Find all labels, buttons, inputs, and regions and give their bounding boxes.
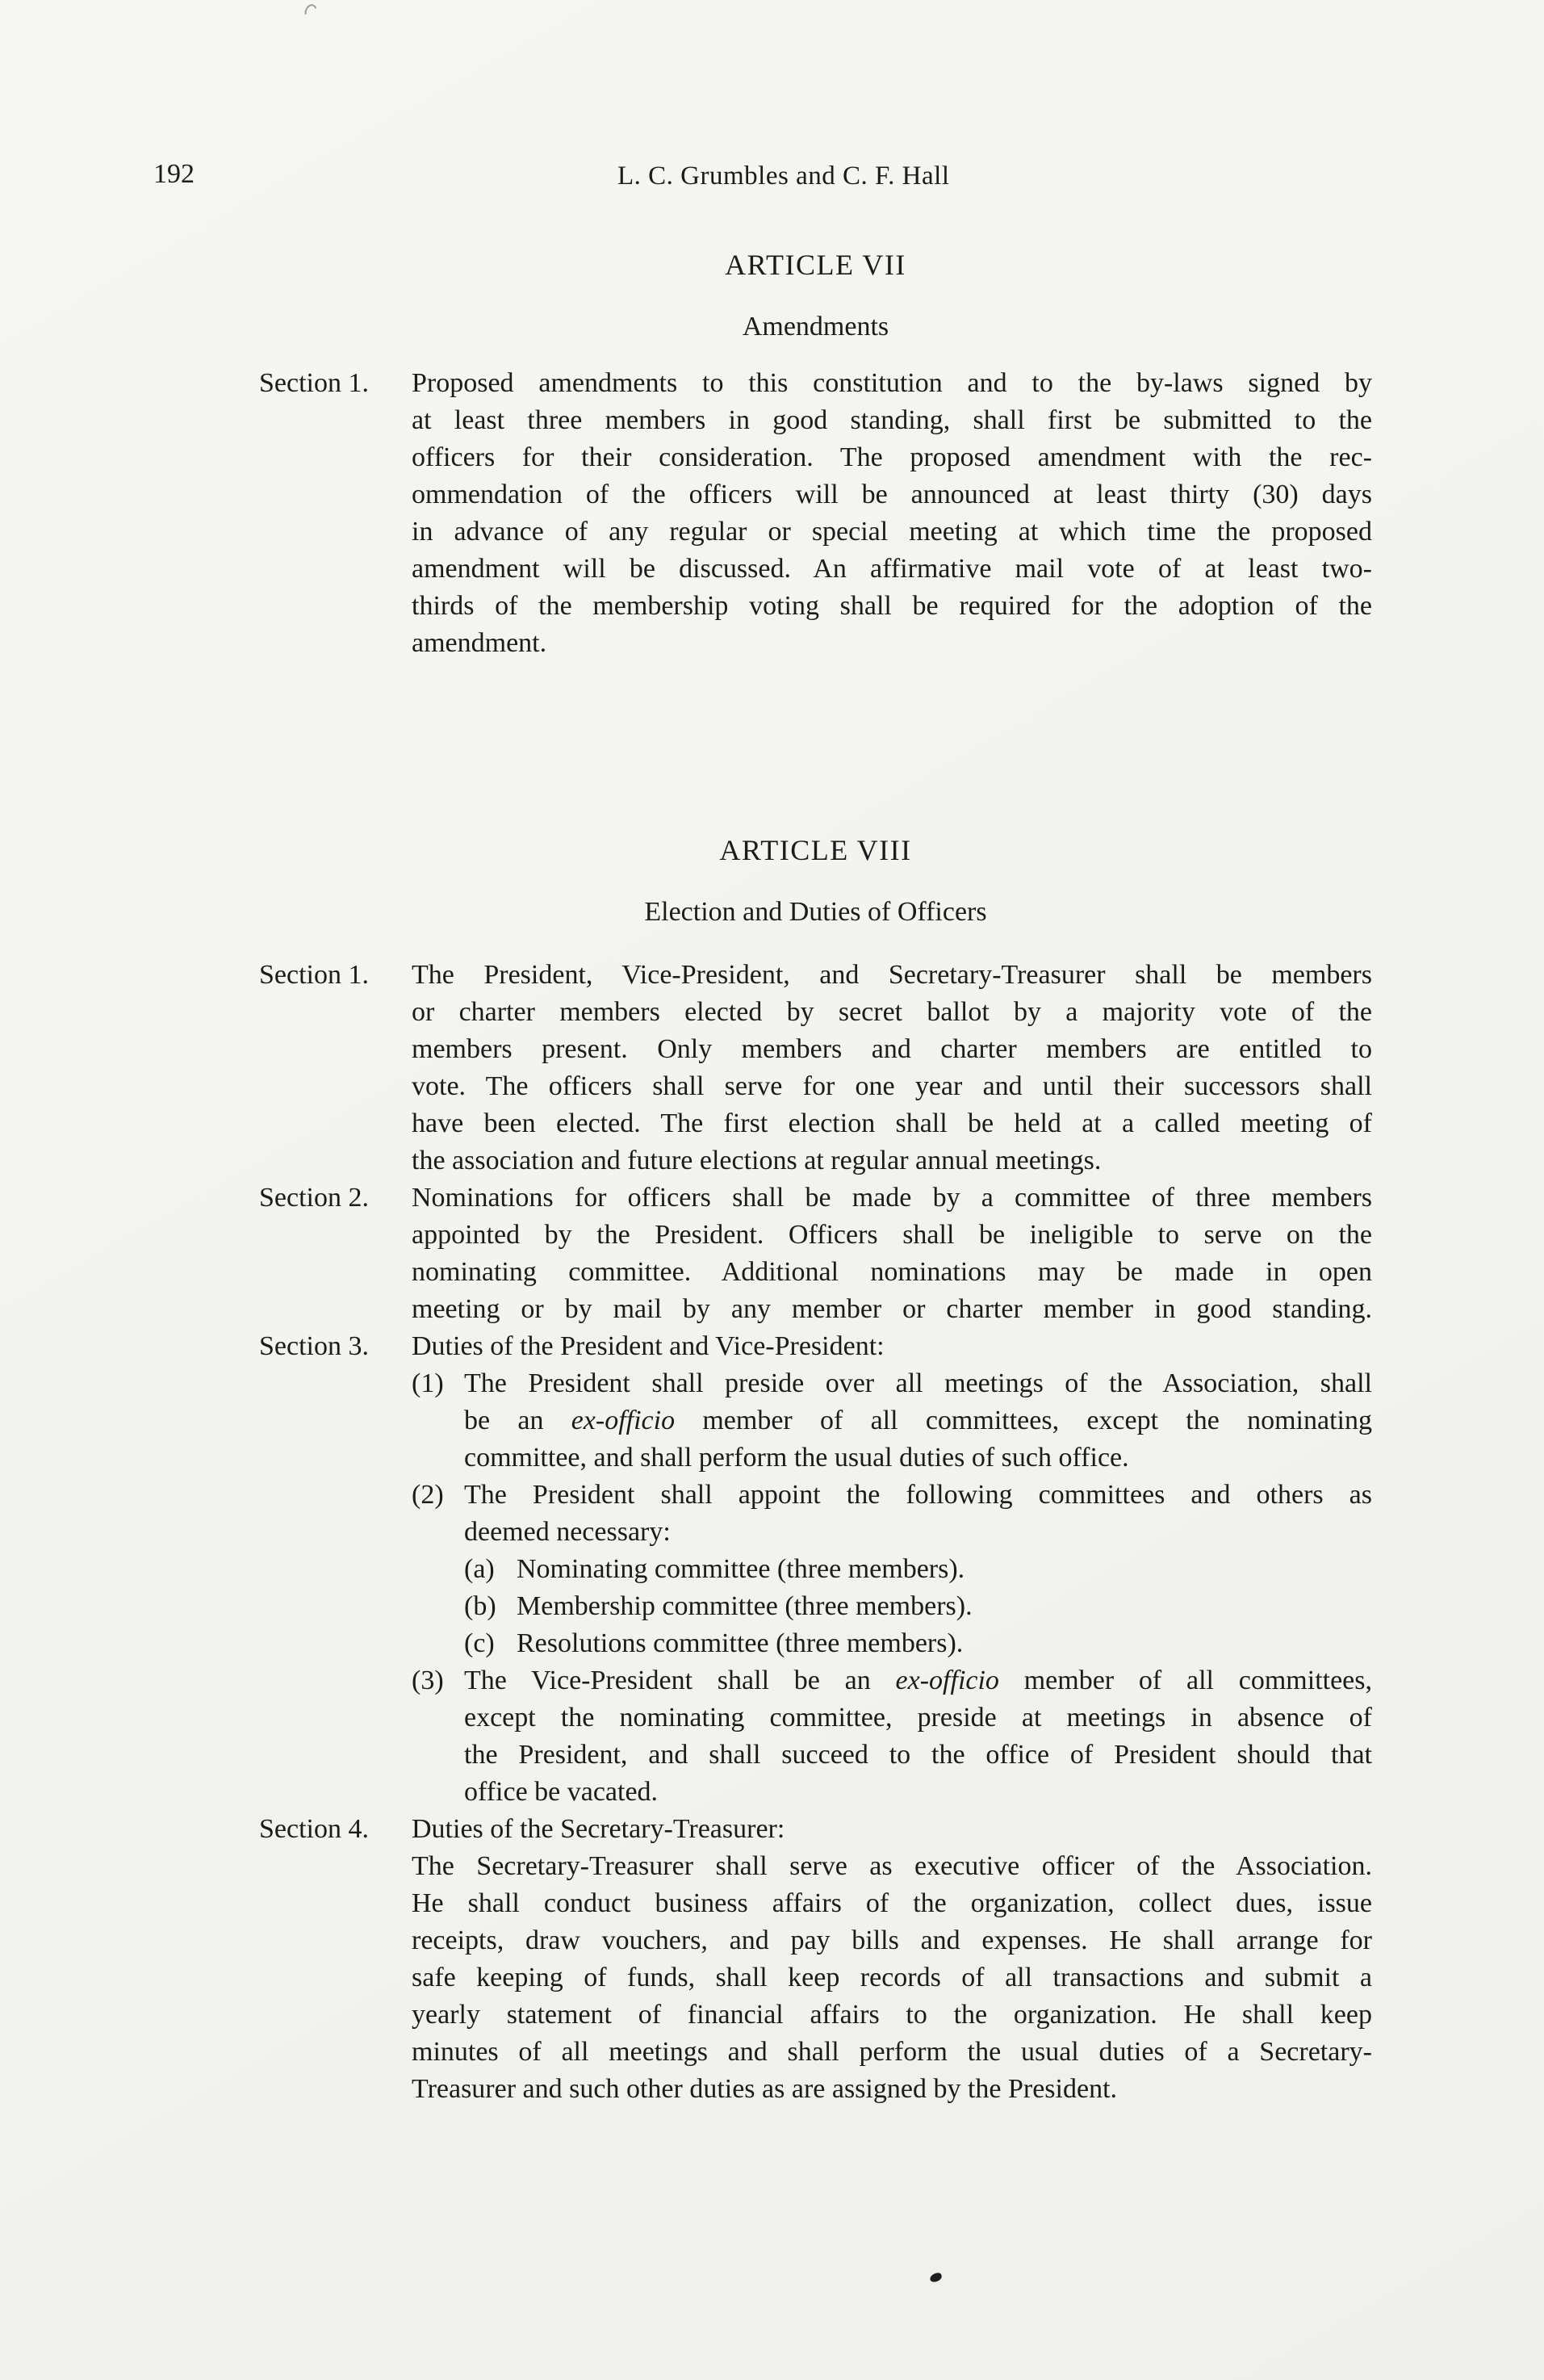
text-line: be an ex-officio member of all committees, except the nominating: [464, 1406, 1372, 1435]
text-line: The Secretary-Treasurer shall serve as executive officer of the Association.: [412, 1851, 1372, 1881]
section-label: Section 2.: [259, 1183, 369, 1213]
item-text: Resolutions committee (three members).: [517, 1628, 964, 1658]
text-line: officers for their consideration. The proposed amendment with the rec-: [412, 442, 1372, 472]
text-line: except the nominating committee, preside at meetings in absence of: [464, 1703, 1372, 1733]
section-row: [259, 1811, 1372, 2108]
article-viii-sections: [259, 957, 1372, 2108]
numbered-item: [412, 1477, 1372, 1551]
section-row: [259, 1328, 1372, 1811]
item-text: [464, 1662, 1372, 1811]
section-heading: Duties of the Secretary-Treasurer:: [412, 1814, 785, 1844]
item-text: Nominating committee (three members).: [517, 1554, 965, 1584]
text-line: The President shall appoint the following committees and others as: [464, 1480, 1372, 1510]
text-line: minutes of all meetings and shall perform the usual duties of a Secretary-: [412, 2037, 1372, 2067]
section-label: Section 1.: [259, 368, 369, 398]
text-line: The Vice-President shall be an ex-officio member of all committees,: [464, 1666, 1372, 1695]
section-heading: Duties of the President and Vice-President:: [412, 1331, 885, 1361]
item-marker: (a): [464, 1554, 495, 1584]
article-viii: [259, 833, 1372, 2108]
section-label: Section 1.: [259, 960, 369, 990]
text-line: at least three members in good standing, shall first be submitted to the: [412, 405, 1372, 435]
text-line: in advance of any regular or special meeting at which time the proposed: [412, 517, 1372, 547]
section-body: [412, 1328, 1372, 1811]
text-line: He shall conduct business affairs of the organization, collect dues, issue: [412, 1888, 1372, 1918]
section-row: [259, 365, 1372, 662]
section-body: [412, 1180, 1372, 1328]
text-line: thirds of the membership voting shall be required for the adoption of the: [412, 591, 1372, 621]
article-vii-sections: [259, 365, 1372, 662]
section-label: Section 3.: [259, 1331, 369, 1361]
text-line: vote. The officers shall serve for one year and until their successors shall: [412, 1071, 1372, 1101]
text-line: The President, Vice-President, and Secretary-Treasurer shall be members: [412, 960, 1372, 990]
article-vii-subtitle: Amendments: [742, 312, 889, 341]
section-body: [412, 1811, 1372, 2108]
item-text: Membership committee (three members).: [517, 1591, 973, 1621]
item-marker: (3): [412, 1666, 444, 1695]
article-viii-title: ARTICLE VIII: [719, 834, 912, 866]
text-line: ommendation of the officers will be announced at least thirty (30) days: [412, 480, 1372, 509]
text-line: the association and future elections at regular annual meetings.: [412, 1146, 1102, 1175]
item-marker: (2): [412, 1480, 444, 1510]
text-line: Proposed amendments to this constitution and to the by-laws signed by: [412, 368, 1372, 398]
text-line: safe keeping of funds, shall keep records of all transactions and submit a: [412, 1963, 1372, 1992]
text-line: Nominations for officers shall be made by a committee of three members: [412, 1183, 1372, 1213]
article-vii: [259, 248, 1372, 662]
lettered-item: [464, 1551, 1372, 1588]
running-header: L. C. Grumbles and C. F. Hall: [617, 161, 950, 191]
item-text: [464, 1477, 1372, 1551]
text-line: committee, and shall perform the usual duties of such office.: [464, 1443, 1129, 1473]
lettered-item: [464, 1625, 1372, 1662]
text-line: appointed by the President. Officers shall be ineligible to serve on the: [412, 1220, 1372, 1250]
text-line: members present. Only members and charter members are entitled to: [412, 1034, 1372, 1064]
text-line: yearly statement of financial affairs to the organization. He shall keep: [412, 2000, 1372, 2030]
ink-speck: [929, 2272, 943, 2283]
item-marker: (b): [464, 1591, 496, 1621]
section-body: [412, 365, 1372, 662]
text-line: office be vacated.: [464, 1777, 659, 1807]
section-row: [259, 1180, 1372, 1328]
section-label: Section 4.: [259, 1814, 369, 1844]
text-line: nominating committee. Additional nominations may be made in open: [412, 1257, 1372, 1287]
item-marker: (1): [412, 1368, 444, 1398]
item-text: [464, 1365, 1372, 1477]
text-line: amendment will be discussed. An affirmative mail vote of at least two-: [412, 554, 1372, 584]
section-row: [259, 957, 1372, 1180]
article-viii-subtitle: Election and Duties of Officers: [644, 897, 987, 927]
numbered-item: [412, 1662, 1372, 1811]
text-line: the President, and shall succeed to the office of President should that: [464, 1740, 1372, 1770]
article-vii-title: ARTICLE VII: [725, 249, 906, 281]
item-marker: (c): [464, 1628, 495, 1658]
text-line: The President shall preside over all meetings of the Association, shall: [464, 1368, 1372, 1398]
text-line: receipts, draw vouchers, and pay bills and expenses. He shall arrange for: [412, 1925, 1372, 1955]
text-line: have been elected. The first election shall be held at a called meeting of: [412, 1108, 1372, 1138]
text-line: Treasurer and such other duties as are assigned by the President.: [412, 2074, 1118, 2104]
text-line: or charter members elected by secret ballot by a majority vote of the: [412, 997, 1372, 1027]
section-body: [412, 957, 1372, 1180]
lettered-item: [464, 1588, 1372, 1625]
paper-mark: [303, 2, 319, 20]
numbered-item: [412, 1365, 1372, 1477]
text-line: amendment.: [412, 628, 547, 658]
page-number: 192: [153, 159, 195, 189]
text-line: meeting or by mail by any member or charter member in good standing.: [412, 1294, 1372, 1324]
text-line: deemed necessary:: [464, 1517, 671, 1547]
